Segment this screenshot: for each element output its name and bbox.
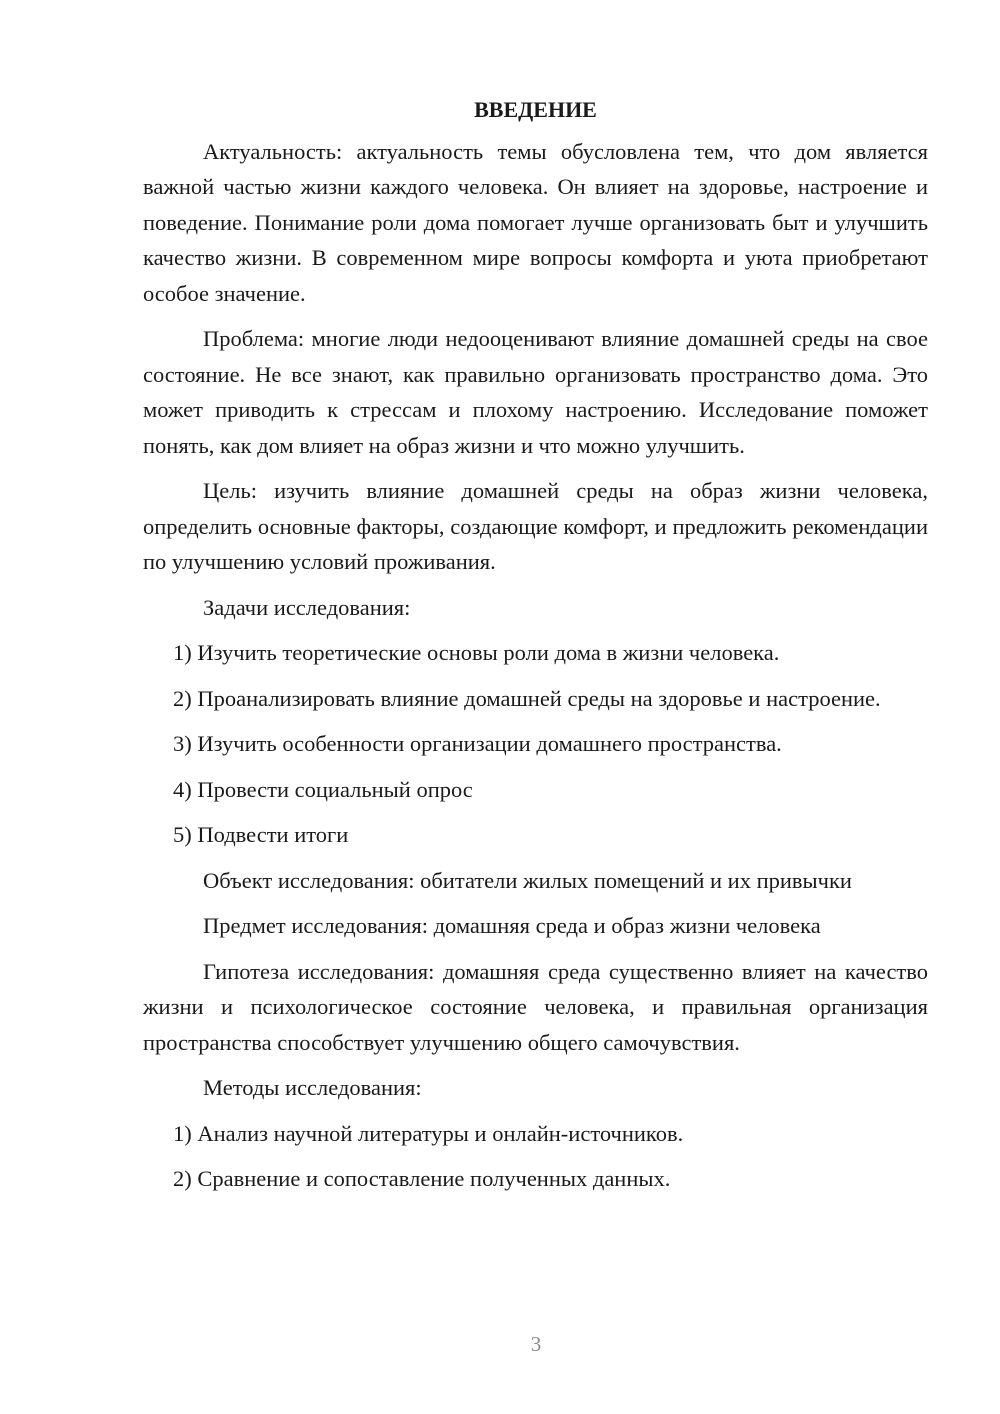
relevance-paragraph: Актуальность: актуальность темы обусловлена тем, что дом является важной частью жизни каждого человека. Он влияет на здоровье, настроение и поведение. Понимание роли дома помогает лучше организовать быт и улучшить качество жизни. В современном мире вопросы комфорта и уюта приобретают особое значение. — [143, 138, 928, 306]
methods-heading: Методы исследования: — [203, 1075, 422, 1100]
page-number: 3 — [530, 1332, 542, 1356]
tasks-heading: Задачи исследования: — [203, 594, 411, 620]
section-title: ВВЕДЕНИЕ — [474, 97, 597, 122]
object-paragraph: Объект исследования: обитатели жилых помещений и их привычки — [203, 867, 852, 893]
task-item: 3) Изучить особенности организации домашнего пространства. — [173, 731, 782, 756]
method-item: 1) Анализ научной литературы и онлайн-источников. — [173, 1120, 684, 1146]
hypothesis-paragraph: Гипотеза исследования: домашняя среда существенно влияет на качество жизни и психологическое состояние человека, и правильная организация пространства способствует улучшению общего самочувствия. — [143, 958, 928, 1055]
task-item: 4) Провести социальный опрос — [173, 776, 473, 802]
goal-paragraph: Цель: изучить влияние домашней среды на образ жизни человека, определить основные факторы, создающие комфорт, и предложить рекомендации по улучшению условий проживания. — [143, 478, 928, 574]
task-item: 5) Подвести итоги — [173, 822, 349, 847]
problem-paragraph: Проблема: многие люди недооценивают влияние домашней среды на свое состояние. Не все знают, как правильно организовать пространство дома. Это может приводить к стрессам и плохому настроению. Исследование поможет понять, как дом влияет на образ жизни и что можно улучшить. — [143, 326, 928, 458]
task-item: 2) Проанализировать влияние домашней среды на здоровье и настроение. — [173, 685, 881, 711]
subject-paragraph: Предмет исследования: домашняя среда и образ жизни человека — [203, 913, 821, 938]
method-item: 2) Сравнение и сопоставление полученных данных. — [173, 1166, 671, 1191]
document-body — [143, 92, 928, 1207]
task-item: 1) Изучить теоретические основы роли дома в жизни человека. — [173, 640, 780, 665]
